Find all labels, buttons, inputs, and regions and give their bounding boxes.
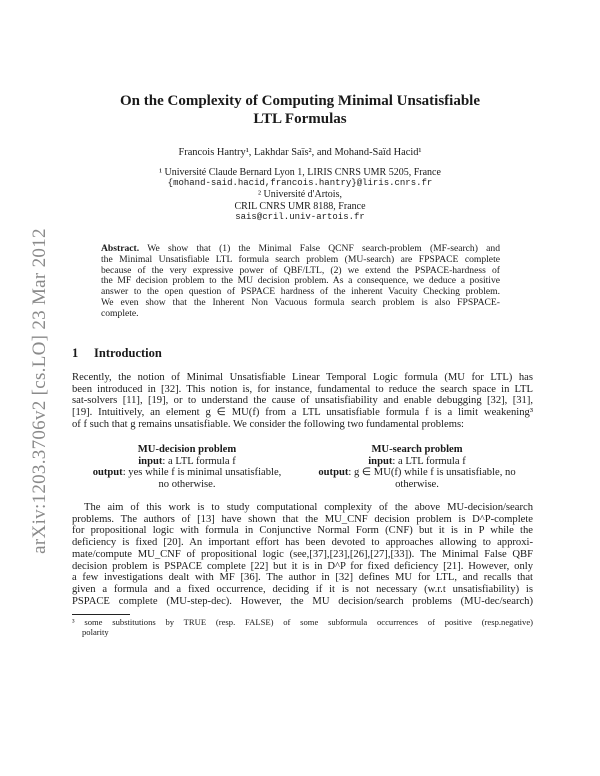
affiliation-line: ² Université d'Artois, (258, 189, 342, 201)
mu-decision-problem: MU-decision problem input: a LTL formula f output: yes while f is minimal unsatisfiable, no otherwise. (92, 444, 282, 491)
text-line: of f such that g remains unsatisfiable. We consider the following two fundamental problems: (72, 418, 465, 430)
email: {mohand-said.hacid,francois.hantry}@liris.cnrs.fr (167, 178, 433, 189)
text-line: Recently, the notion of Minimal Unsatisfiable Linear Temporal Logic formula (MU for LTL) has (72, 372, 533, 383)
email: sais@cril.univ-artois.fr (235, 211, 365, 222)
affiliation-line: CRIL CNRS UMR 8188, France (234, 200, 366, 212)
abstract-line: complete. (101, 308, 139, 319)
text-line: a few investigations dealt with MF [36]. The author in [32] defines MU for LTL, and recalls that (72, 572, 533, 584)
text-line: mate/compute MU_CNF of propositional logic (see,[37],[23],[26],[27],[33]). The Minimal False QBF (72, 548, 533, 560)
mu-search-problem: MU-search problem input: a LTL formula f output: g ∈ MU(f) while f is unsatisfiable, no otherwise. (318, 444, 516, 491)
paragraph-2 (72, 502, 533, 607)
text-line: problems. The authors of [13] have shown that the MU_CNF decision problem is D^P-complete (72, 513, 533, 525)
section-heading: 1 Introduction (72, 346, 162, 360)
abstract-line: the Minimal Unsatisfiable LTL formula search problem (MU-search) are FPSPACE complete (101, 254, 500, 265)
text-line: deficiency is fixed [20]. An important effort has been devoted to approaches allowing to approxi- (72, 537, 533, 549)
affiliations (60, 167, 540, 223)
text-line: The aim of this work is to study computational complexity of the above MU-decision/search (84, 502, 533, 513)
title-line: On the Complexity of Computing Minimal Unsatisfiable (119, 93, 480, 109)
problem-title: MU-search problem (371, 444, 463, 455)
text-line: given a formula and a fixed occurrence, deciding if it is not necessary (w.r.t unsatisfiability) is (72, 583, 533, 595)
abstract-label: Abstract. (101, 244, 140, 254)
text-line: been introduced in [32]. This notion is, for instance, fundamental to reduce the search space in LTL (72, 383, 533, 395)
abstract-line: answer to the open question of PSPACE hardness of the inherent Vacuity Checking problem. (101, 287, 500, 298)
paragraph-1 (72, 372, 533, 431)
abstract (101, 244, 500, 320)
arxiv-stamp: arXiv:1203.3706v2 [cs.LO] 23 Mar 2012 (29, 228, 50, 554)
affiliation-line: ¹ Université Claude Bernard Lyon 1, LIRIS CNRS UMR 5205, France (159, 167, 441, 178)
footnote-rule (72, 614, 130, 615)
paper-title (60, 92, 540, 128)
title-line: LTL Formulas (253, 111, 347, 127)
authors: Francois Hantry¹, Lakhdar Saïs², and Mohand-Saïd Hacid¹ (178, 147, 422, 158)
text-line: sat-solvers [11], [19], or to understand the cause of unsatisfiability and enable debugging [32], [31], (72, 395, 533, 407)
text-line: for propositional logic with formula in Conjunctive Normal Form (CNF) but it is in P while the (72, 525, 533, 537)
abstract-line: We even show that the Inherent Non Vacuous formula search problem is also FPSPACE- (101, 297, 500, 308)
abstract-line: the MF decision problem to the MU decision problem. As a consequence, we deduce a positive (101, 276, 500, 287)
footnote-line: ³ some substitutions by TRUE (resp. FALSE) of some subformula occurrences of positive (resp.negative) (72, 617, 533, 627)
footnote-line: polarity (82, 627, 109, 637)
footnote (72, 617, 533, 637)
abstract-line: Abstract. We show that (1) the Minimal False QCNF search-problem (MF-search) and (101, 244, 500, 254)
text-line: decision problem is PSPACE complete [22] but it is in D^P for fixed deficiency [21]. However, only (72, 560, 533, 572)
problem-title: MU-decision problem (137, 444, 237, 455)
abstract-line: because of the very expressive power of QBF/LTL, (2) we extend the PSPACE-hardness of (101, 265, 500, 276)
text-line: PSPACE complete (MU-step-dec). However, the MU decision/search problems (MU-dec/search) (72, 595, 533, 607)
text-line: [19]. Intuitively, an element g ∈ MU(f) from a LTL unsatisfiable formula f is a limit weakening³ (72, 407, 533, 419)
